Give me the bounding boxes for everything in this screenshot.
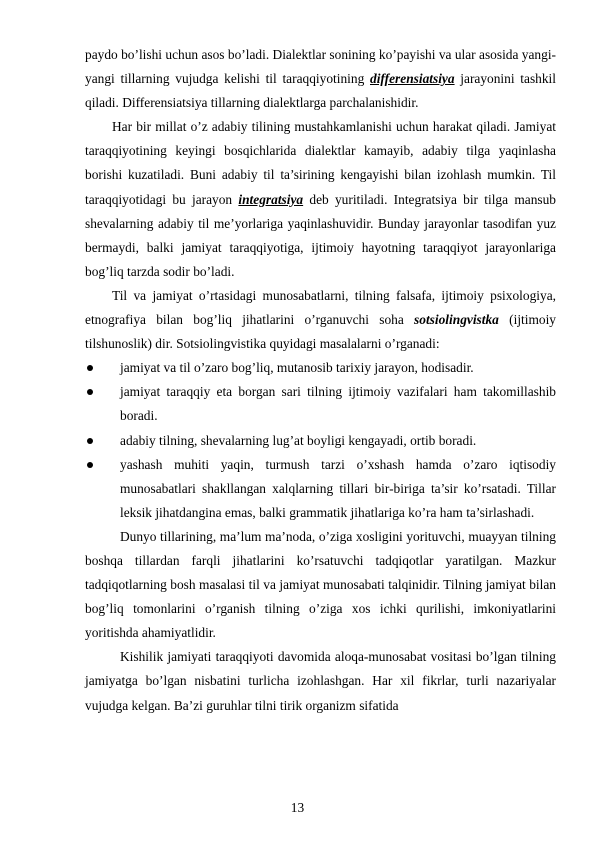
list-item-text: jamiyat taraqqiy eta borgan sari tilning ijtimoiy vazifalari ham takomillashib boradi.	[120, 384, 556, 424]
term-differensiatsiya: differensiatsiya	[370, 71, 455, 87]
paragraph-3-text-b: (ijtimoiy tilshunoslik) dir. Sotsiolingvistika quyidagi masalalarni o’rganadi:	[85, 312, 557, 352]
list-item	[85, 429, 556, 453]
term-sotsiolingvistka: sotsiolingvistka	[414, 312, 499, 328]
list-item	[85, 356, 556, 380]
list-item	[85, 380, 556, 428]
paragraph-5: Kishilik jamiyati taraqqiyoti davomida aloqa-munosabat vositasi bo’lgan tilning jamiyatga bo’lgan nisbatini turlicha izohlashgan. Har xil fikrlar, turli nazariyalar vujudga kelgan. Ba’zi guruhlar tilni tirik organizm sifatida	[85, 649, 556, 713]
document-page	[85, 43, 556, 718]
bullet-icon	[87, 462, 93, 468]
paragraph-2-text-b: deb yuritiladi. Integratsiya bir tilga mansub shevalarning adabiy til me’yorlariga yaqinlashuvidir. Bunday jarayonlar tasodifan yuz bermaydi, balki jamiyat taraqqiyotiga, ijtimoiy hayotning taraqqiyot jarayonlariga bog’liq tarzda sodir bo’ladi.	[85, 191, 556, 279]
paragraph-1-text-a: paydo bo’lishi uchun asos bo’ladi. Dialektlar sonining ko’payishi va ular asosida yangi-yangi tillarning vujudga kelishi til taraqqiyotining	[85, 47, 556, 87]
bullet-icon	[87, 365, 93, 371]
list-item-text: yashash muhiti yaqin, turmush tarzi o’xshash hamda o’zaro iqtisodiy munosabatlari shakllangan xalqlarning tillari bir-biriga ta’sir ko’rsatadi. Tillar leksik jihatdangina emas, balki grammatik jihatlariga ko’ra ham ta’sirlashadi.	[120, 456, 556, 520]
paragraph-3-text-a: Til va jamiyat o’rtasidagi munosabatlarni, tilning falsafa, ijtimoiy psixologiya, etnografiya bilan bog’liq jihatlarini o’rganuvchi soha	[85, 287, 556, 328]
paragraph-3	[85, 284, 556, 356]
bullet-icon	[87, 389, 93, 395]
bullet-list	[85, 356, 556, 525]
paragraph-2	[85, 115, 556, 284]
bullet-icon	[87, 438, 93, 444]
page-number: 13	[290, 800, 305, 815]
paragraph-1-text-b: jarayonini tashkil qiladi. Differensiatsiya tillarning dialektlarga parchalanishidir.	[85, 71, 556, 111]
list-item-text: jamiyat va til o’zaro bog’liq, mutanosib tarixiy jarayon, hodisadir.	[120, 360, 474, 376]
term-integratsiya: integratsiya	[238, 191, 304, 207]
paragraph-4: Dunyo tillarining, ma’lum ma’noda, o’ziga xosligini yorituvchi, muayyan tilning boshqa tillardan farqli jihatlarini ko’rsatuvchi tadqiqotlar yaratilgan. Mazkur tadqiqotlarning bosh masalasi til va jamiyat munosabati talqinidir. Tilning jamiyat bilan bog’liq tomonlarini o’rganish tilning o’ziga xos ichki qurilishi, imkoniyatlarini yoritishda ahamiyatlidir.	[85, 528, 556, 641]
list-item	[85, 453, 556, 525]
paragraph-1	[85, 43, 556, 115]
list-item-text: adabiy tilning, shevalarning lug’at boyligi kengayadi, ortib boradi.	[120, 432, 477, 448]
paragraph-2-text-a: Har bir millat o’z adabiy tilining mustahkamlanishi uchun harakat qiladi. Jamiyat taraqqiyotining keyingi bosqichlarida dialektlar kamayib, adabiy tilga yaqinlasha borishi kuzatiladi. Buni adabiy til ta’sirining kengayishi bilan izohlash mumkin. Til taraqqiyotidagi bu jarayon	[85, 119, 556, 207]
